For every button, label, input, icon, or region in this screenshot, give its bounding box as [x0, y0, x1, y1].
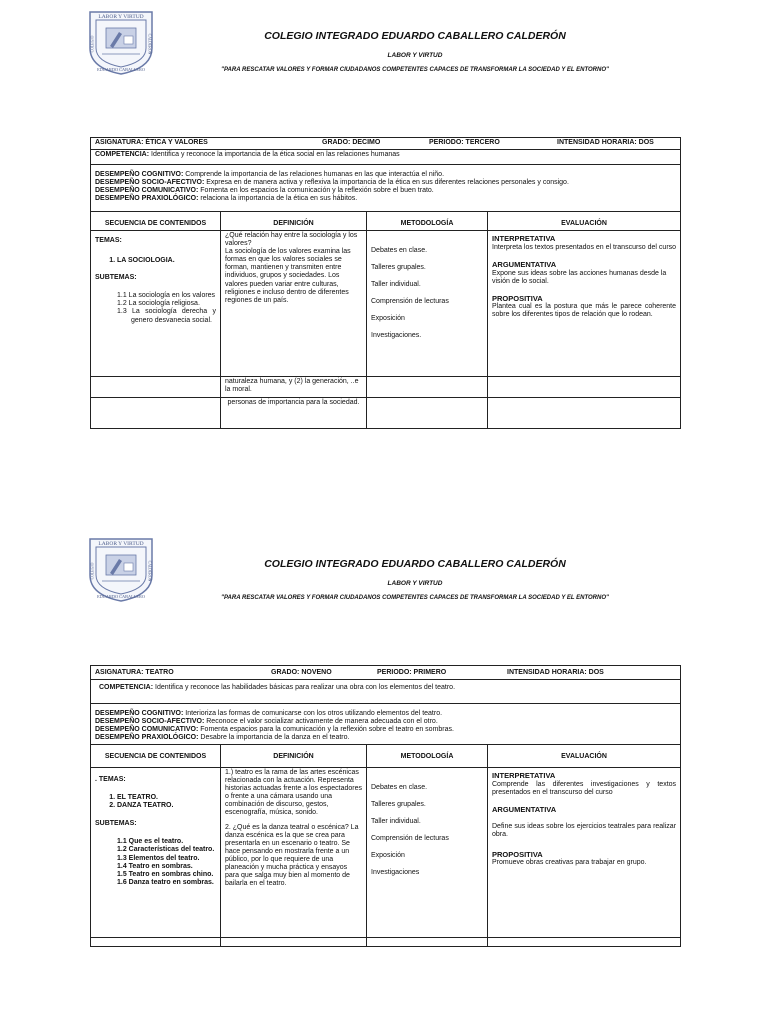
desempeno-text: relaciona la importancia de la ética en sus hábitos. — [200, 195, 358, 203]
school-slogan: "PARA RESCATAR VALORES Y FORMAR CIUDADANOS COMPETENTES CAPACES DE TRANSFORMAR LA SOCIEDAD Y EL ENTORNO" — [221, 67, 609, 73]
desempeno-label: DESEMPEÑO COGNITIVO: — [95, 171, 184, 178]
subtema-item: 1.1 La sociología en los valores — [117, 292, 216, 300]
school-name: COLEGIO INTEGRADO EDUARDO CABALLERO CALDERÓN — [264, 558, 566, 570]
eval-title: INTERPRETATIVA — [492, 771, 556, 781]
subtema-item: 1.2 Características del teatro. — [117, 846, 215, 854]
plan-table-2 — [90, 665, 681, 947]
header-secuencia: SECUENCIA DE CONTENIDOS — [91, 212, 221, 231]
column-header-row — [91, 745, 681, 768]
header-definicion: DEFINICIÓN — [221, 212, 367, 231]
definicion-cell — [221, 768, 367, 938]
seal-right-text: CALDERON — [147, 560, 152, 582]
desempeno-label: DESEMPEÑO SOCIO-AFECTIVO: — [95, 718, 205, 726]
eval-text: Plantea cual es la postura que más le parece coherente sobre los diferentes tipos de relación que lo rodean. — [492, 303, 677, 319]
subtema-item: 1.6 Danza teatro en sombras. — [117, 878, 214, 886]
temas-label: . TEMAS: — [95, 776, 126, 784]
desempeno-text: Expresa en de manera activa y reflexiva la importancia de la ética en sus diferentes relaciones personales y consigo. — [206, 179, 569, 187]
meta-row — [91, 666, 681, 680]
desempeno-text: Fomenta en los espacios la comunicación y la reflexión sobre el buen trato. — [200, 187, 434, 195]
header-metodologia: METODOLOGÍA — [367, 745, 488, 768]
definicion-extra: naturaleza humana, y (2) la generación, ..e la moral. — [221, 377, 367, 398]
metodologia-cell — [367, 768, 488, 938]
seal-top-text: LABOR Y VIRTUD — [98, 14, 144, 20]
eval-title: PROPOSITIVA — [492, 849, 543, 859]
eval-title: ARGUMENTATIVA — [492, 804, 557, 814]
grado: GRADO: DECIMO — [322, 139, 381, 146]
subtema-item: 1.5 Teatro en sombras chino. — [117, 870, 214, 878]
seal-right-text: CALDERON — [147, 33, 152, 55]
evaluacion-cell — [488, 231, 681, 377]
temas-label: TEMAS: — [95, 237, 122, 245]
content-row — [91, 768, 681, 938]
desempeno-label: DESEMPEÑO COGNITIVO: — [95, 710, 184, 717]
desempeno-text: Fomenta espacios para la comunicación y la reflexión sobre el teatro en sombras. — [200, 726, 454, 734]
subtema-item: 1.1 Que es el teatro. — [117, 838, 184, 846]
eval-title: PROPOSITIVA — [492, 293, 543, 303]
competencia-row — [91, 150, 681, 165]
eval-text: Promueve obras creativas para trabajar en grupo. — [492, 859, 647, 867]
competencia-row — [91, 680, 681, 704]
school-motto: LABOR Y VIRTUD — [387, 580, 443, 587]
desempeno-text: Interioriza las formas de comunicarse con los otros utilizando elementos del teatro. — [185, 710, 443, 717]
metodologia-item: Exposición — [371, 315, 405, 323]
header-metodologia: METODOLOGÍA — [367, 212, 488, 231]
subtemas-label: SUBTEMAS: — [95, 274, 137, 282]
metodologia-item: Debates en clase. — [371, 247, 428, 255]
metodologia-item: Exposición — [371, 852, 405, 860]
secuencia-cell — [91, 231, 221, 377]
metodologia-item: Taller individual. — [371, 818, 421, 826]
periodo: PERIODO: TERCERO — [429, 139, 500, 146]
definicion-1: 1.) teatro es la rama de las artes escénicas relacionada con la actuación. Representa historias actuadas frente a los espectadores o frente a una cámara usando una combinación de discurso, gestos, escenografía, música, sonido. — [225, 769, 362, 817]
asignatura: ASIGNATURA: ÉTICA Y VALORES — [95, 139, 208, 146]
metodologia-item: Investigaciones. — [371, 332, 422, 340]
meta-row — [91, 138, 681, 150]
subtema-item: 1.2 La sociología religiosa. — [117, 300, 200, 308]
header-secuencia: SECUENCIA DE CONTENIDOS — [91, 745, 221, 768]
seal-top-text: LABOR Y VIRTUD — [98, 541, 144, 547]
grado: GRADO: NOVENO — [271, 669, 332, 676]
school-seal-logo — [86, 535, 156, 603]
header-evaluacion: EVALUACIÓN — [488, 212, 681, 231]
desempeno-text: Desabre la importancia de la danza en el teatro. — [200, 734, 350, 742]
plan-table-1 — [90, 137, 681, 429]
eval-text: Define sus ideas sobre los ejercicios teatrales para realizar obra. — [492, 822, 677, 838]
evaluacion-cell — [488, 768, 681, 938]
eval-title: ARGUMENTATIVA — [492, 259, 557, 269]
eval-text: Comprende las diferentes investigaciones y textos presentados en el transcurso del curso — [492, 780, 677, 796]
school-motto: LABOR Y VIRTUD — [387, 52, 443, 59]
extra-row — [91, 377, 681, 398]
metodologia-item: Investigaciones — [371, 869, 420, 877]
school-name: COLEGIO INTEGRADO EDUARDO CABALLERO CALDERÓN — [264, 30, 566, 42]
desempenos-row — [91, 165, 681, 212]
competencia-label: COMPETENCIA: — [95, 151, 150, 158]
eval-title: INTERPRETATIVA — [492, 234, 556, 244]
definicion-extra-2: personas de importancia para la sociedad. — [221, 398, 367, 429]
metodologia-item: Talleres grupales. — [371, 264, 426, 272]
seal-bottom-text: EDUARDO CABALLERO — [97, 594, 145, 599]
competencia-text: Identifica y reconoce la importancia de la ética social en las relaciones humanas — [151, 151, 400, 158]
tema-item: 1. EL TEATRO. — [117, 794, 216, 802]
metodologia-item: Comprensión de lecturas — [371, 298, 449, 306]
desempeno-label: DESEMPEÑO SOCIO-AFECTIVO: — [95, 179, 205, 187]
school-slogan: "PARA RESCATAR VALORES Y FORMAR CIUDADANOS COMPETENTES CAPACES DE TRANSFORMAR LA SOCIEDAD Y EL ENTORNO" — [221, 595, 609, 601]
competencia-text: Identifica y reconoce las habilidades básicas para realizar una obra con los elementos del teatro. — [155, 684, 456, 691]
intensidad: INTENSIDAD HORARIA: DOS — [557, 139, 654, 146]
desempenos-row — [91, 704, 681, 745]
desempeno-text: Comprende la importancia de las relaciones humanas en las que interactúa el niño. — [185, 171, 445, 178]
eval-text: Expone sus ideas sobre las acciones humanas desde la visión de lo social. — [492, 269, 667, 285]
metodologia-item: Debates en clase. — [371, 784, 428, 792]
metodologia-item: Taller individual. — [371, 281, 421, 289]
subtema-item: 1.3 La sociología derecha y genero desvanecia social. — [117, 308, 216, 324]
desempeno-text: Reconoce el valor socializar activamente de manera adecuada con el otro. — [206, 718, 438, 726]
subtema-item: 1.3 Elementos del teatro. — [117, 854, 200, 862]
periodo: PERIODO: PRIMERO — [377, 669, 447, 676]
seal-left-text: COLEGIO — [90, 562, 95, 580]
competencia-label: COMPETENCIA: — [99, 684, 154, 691]
desempeno-label: DESEMPEÑO PRAXIOLÓGICO: — [95, 195, 199, 203]
tema-item: 1. LA SOCIOLOGIA. — [117, 257, 216, 265]
tema-item: 2. DANZA TEATRO. — [117, 802, 216, 810]
seal-bottom-text: EDUARDO CABALLERO — [97, 67, 145, 72]
extra-row-2 — [91, 398, 681, 429]
metodologia-item: Comprensión de lecturas — [371, 835, 449, 843]
content-row — [91, 231, 681, 377]
desempeno-label: DESEMPEÑO COMUNICATIVO: — [95, 726, 199, 734]
extra-row — [91, 938, 681, 947]
header-definicion: DEFINICIÓN — [221, 745, 367, 768]
intensidad: INTENSIDAD HORARIA: DOS — [507, 669, 604, 676]
metodologia-cell — [367, 231, 488, 377]
header-evaluacion: EVALUACIÓN — [488, 745, 681, 768]
column-header-row — [91, 212, 681, 231]
desempeno-label: DESEMPEÑO COMUNICATIVO: — [95, 187, 199, 195]
definicion-cell: ¿Qué relación hay entre la sociología y los valores? La sociología de los valores examina las formas en que los valores sociales se forman, mantienen y transmiten entre individuos, grupos y sociedades. Los valores pueden variar entre culturas, religiones e incluso dentro de diferentes regiones de un país. — [221, 231, 367, 377]
desempeno-label: DESEMPEÑO PRAXIOLÓGICO: — [95, 734, 199, 742]
metodologia-item: Talleres grupales. — [371, 801, 426, 809]
asignatura: ASIGNATURA: TEATRO — [95, 669, 174, 676]
subtemas-label: SUBTEMAS: — [95, 820, 137, 828]
seal-left-text: COLEGIO — [90, 35, 95, 53]
school-seal-logo — [86, 8, 156, 76]
eval-text: Interpreta los textos presentados en el transcurso del curso — [492, 243, 677, 251]
definicion-2: 2. ¿Qué es la danza teatral o escénica? La danza escénica es la que se crea para presentarla en un escenario o teatro. Se hace pensando en mostrarla frente a un público, por lo que requiere de una planeación y mucha práctica y ensayos para que salga muy bien al momento de bailarla en el teatro. — [225, 823, 359, 887]
subtema-item: 1.4 Teatro en sombras. — [117, 862, 193, 870]
secuencia-cell — [91, 768, 221, 938]
